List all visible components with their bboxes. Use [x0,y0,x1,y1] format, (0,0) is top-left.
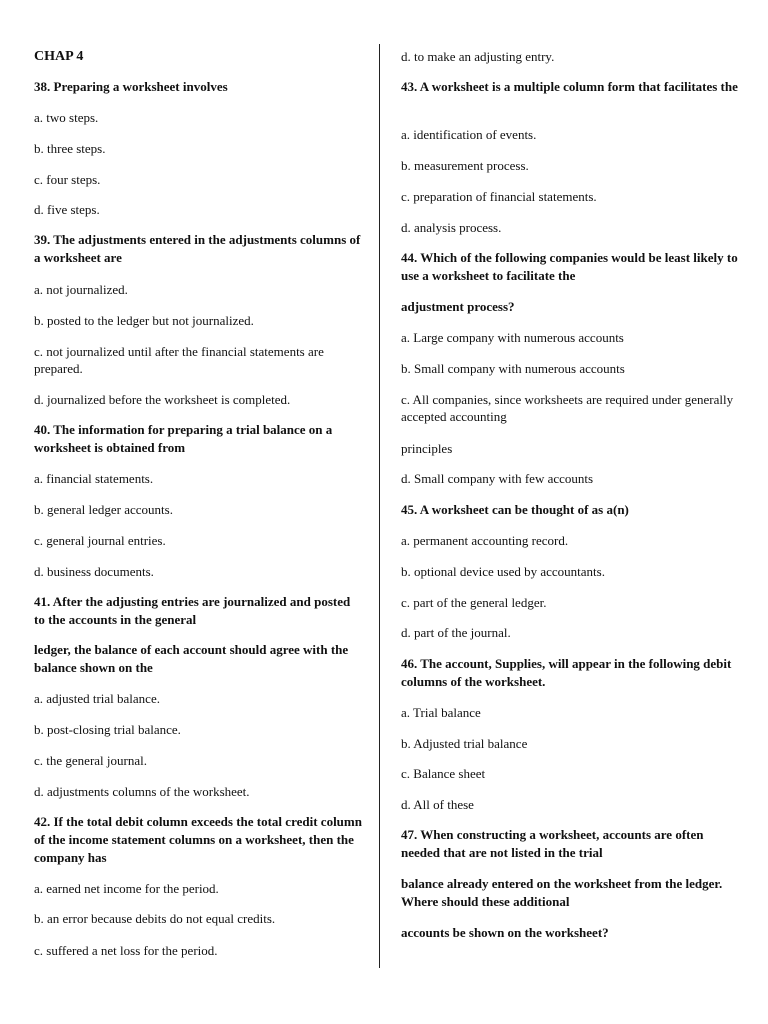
question-47-part1: 47. When constructing a worksheet, accounts are often needed that are not listed in the trial [401,827,704,860]
q44-option-d: d. Small company with few accounts [401,471,594,486]
question-42: 42. If the total debit column exceeds the total credit column of the income statement columns on a worksheet, then the company has [34,814,362,865]
q42-option-c: c. suffered a net loss for the period. [34,943,218,958]
q44-option-a: a. Large company with numerous accounts [401,330,624,345]
q46-option-c: c. Balance sheet [401,766,486,781]
question-44-part1: 44. Which of the following companies would be least likely to use a worksheet to facilitate the [401,250,738,283]
q43-option-d: d. analysis process. [401,220,502,235]
question-45: 45. A worksheet can be thought of as a(n) [401,502,629,517]
question-47-part3: accounts be shown on the worksheet? [401,925,609,940]
q41-option-a: a. adjusted trial balance. [34,691,160,706]
question-44-part2: adjustment process? [401,299,515,314]
q39-option-a: a. not journalized. [34,282,128,297]
q46-option-d: d. All of these [401,797,474,812]
q44-option-c-part2: principles [401,441,453,456]
question-39: 39. The adjustments entered in the adjustments columns of a worksheet are [34,232,361,265]
question-38: 38. Preparing a worksheet involves [34,79,228,94]
q46-option-a: a. Trial balance [401,705,481,720]
q40-option-b: b. general ledger accounts. [34,502,173,517]
q43-option-a: a. identification of events. [401,127,537,142]
q38-option-c: c. four steps. [34,172,101,187]
column-divider [379,44,380,968]
q38-option-a: a. two steps. [34,110,99,125]
q39-option-b: b. posted to the ledger but not journalized. [34,313,254,328]
q45-option-a: a. permanent accounting record. [401,533,569,548]
q42-option-d: d. to make an adjusting entry. [401,49,555,64]
question-46: 46. The account, Supplies, will appear in the following debit columns of the worksheet. [401,656,732,689]
q45-option-d: d. part of the journal. [401,625,511,640]
question-43: 43. A worksheet is a multiple column form that facilitates the [401,79,738,94]
q38-option-d: d. five steps. [34,202,100,217]
q38-option-b: b. three steps. [34,141,106,156]
q42-option-a: a. earned net income for the period. [34,881,219,896]
q41-option-c: c. the general journal. [34,753,147,768]
q41-option-d: d. adjustments columns of the worksheet. [34,784,250,799]
chapter-heading: CHAP 4 [34,49,84,64]
q45-option-b: b. optional device used by accountants. [401,564,605,579]
q43-option-c: c. preparation of financial statements. [401,189,597,204]
q46-option-b: b. Adjusted trial balance [401,736,528,751]
q44-option-c-part1: c. All companies, since worksheets are required under generally accepted accounting [401,392,734,424]
q40-option-c: c. general journal entries. [34,533,166,548]
q39-option-c: c. not journalized until after the financial statements are prepared. [34,344,324,376]
question-41-part2: ledger, the balance of each account should agree with the balance shown on the [34,642,349,675]
q42-option-b: b. an error because debits do not equal credits. [34,911,276,926]
q45-option-c: c. part of the general ledger. [401,595,547,610]
q43-option-b: b. measurement process. [401,158,529,173]
q39-option-d: d. journalized before the worksheet is completed. [34,392,291,407]
q44-option-b: b. Small company with numerous accounts [401,361,625,376]
q40-option-d: d. business documents. [34,564,154,579]
q40-option-a: a. financial statements. [34,471,154,486]
question-47-part2: balance already entered on the worksheet from the ledger. Where should these additional [401,876,723,909]
q41-option-b: b. post-closing trial balance. [34,722,181,737]
question-40: 40. The information for preparing a trial balance on a worksheet is obtained from [34,422,333,455]
question-41-part1: 41. After the adjusting entries are journalized and posted to the accounts in the general [34,594,351,627]
